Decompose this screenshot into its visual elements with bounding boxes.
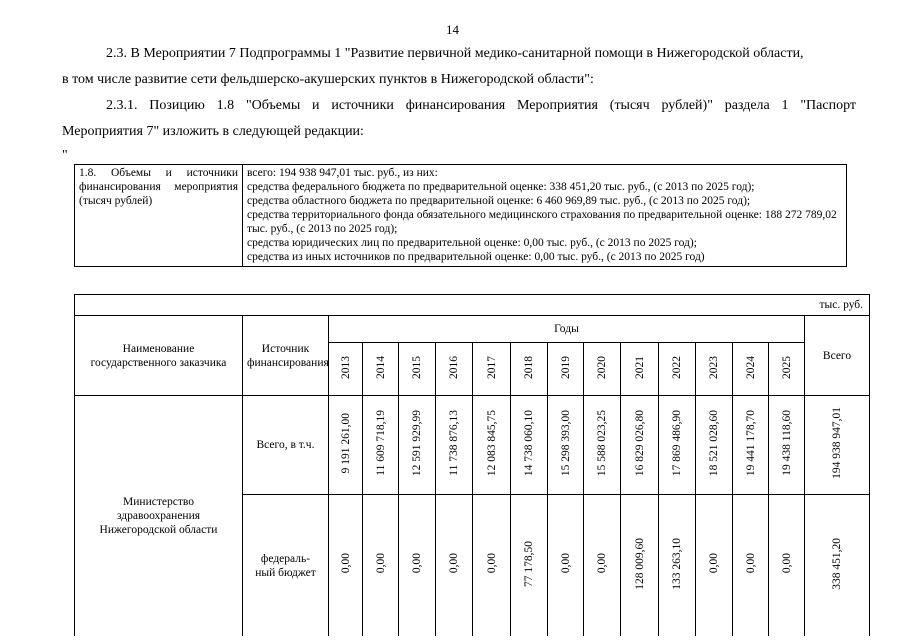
value-cell: 9 191 261,00 [329, 396, 363, 495]
paragraph-2-line-1: 2.3.1. Позицию 1.8 "Объемы и источники финансирования Мероприятия (тысяч рублей)" раздела 1 "Паспорт [106, 98, 856, 113]
passport-line: средства федерального бюджета по предварительной оценке: 338 451,20 тыс. руб., (с 2013 по 2025 год); [247, 181, 755, 193]
value-cell: 11 609 718,19 [363, 396, 399, 495]
year-header: 2017 [473, 343, 511, 396]
year-header: 2021 [621, 343, 659, 396]
total-cell: 338 451,20 [805, 495, 870, 637]
year-header: 2016 [436, 343, 473, 396]
unit-row [75, 295, 870, 316]
value-cell: 0,00 [733, 495, 769, 637]
value-cell: 0,00 [436, 495, 473, 637]
value-cell: 0,00 [769, 495, 805, 637]
passport-line: средства областного бюджета по предварительной оценке: 6 460 969,89 тыс. руб., (с 2013 по 2025 год); [247, 195, 751, 207]
value-cell: 0,00 [399, 495, 436, 637]
value-cell: 133 263,10 [659, 495, 696, 637]
year-header: 2025 [769, 343, 805, 396]
value-cell: 77 178,50 [511, 495, 548, 637]
table-row [75, 396, 870, 495]
year-header: 2024 [733, 343, 769, 396]
value-cell: 12 591 929,99 [399, 396, 436, 495]
passport-line: средства из иных источников по предварительной оценке: 0,00 тыс. руб., (с 2013 по 2025 год) [247, 251, 705, 263]
paragraph-1-line-1: 2.3. В Мероприятии 7 Подпрограммы 1 "Развитие первичной медико-санитарной помощи в Нижегородской области, [106, 46, 804, 61]
value-cell: 128 009,60 [621, 495, 659, 637]
passport-line: средства юридических лиц по предварительной оценке: 0,00 тыс. руб., (с 2013 по 2025 год); [247, 237, 697, 249]
value-cell: 19 438 118,60 [769, 396, 805, 495]
year-header: 2015 [399, 343, 436, 396]
passport-row [75, 165, 847, 267]
value-cell: 19 441 178,70 [733, 396, 769, 495]
passport-label: 1.8. Объемы и источники финансирования мероприятия (тысяч рублей) [75, 165, 243, 267]
value-cell: 17 869 486,90 [659, 396, 696, 495]
col-total-header: Всего [805, 316, 870, 396]
year-header: 2014 [363, 343, 399, 396]
year-header: 2013 [329, 343, 363, 396]
value-cell: 15 298 393,00 [548, 396, 584, 495]
unit-label: тыс. руб. [75, 295, 870, 316]
value-cell: 0,00 [329, 495, 363, 637]
passport-table [74, 164, 847, 267]
source-label: федераль-ный бюджет [243, 495, 329, 637]
value-cell: 0,00 [363, 495, 399, 637]
opening-quote: " [62, 148, 68, 163]
year-header: 2018 [511, 343, 548, 396]
finance-table [74, 294, 870, 636]
col-customer-header: Наименование государственного заказчика [75, 316, 243, 396]
source-label: Всего, в т.ч. [243, 396, 329, 495]
value-cell: 18 521 028,60 [696, 396, 733, 495]
customer-name: Министерство здравоохранения Нижегородской области [75, 396, 243, 637]
value-cell: 16 829 026,80 [621, 396, 659, 495]
year-header: 2019 [548, 343, 584, 396]
total-cell: 194 938 947,01 [805, 396, 870, 495]
value-cell: 0,00 [473, 495, 511, 637]
value-cell: 0,00 [696, 495, 733, 637]
passport-line: всего: 194 938 947,01 тыс. руб., из них: [247, 167, 438, 179]
col-source-header: Источник финансирования [243, 316, 329, 396]
passport-content [243, 165, 847, 267]
header-row [75, 316, 870, 343]
page-number: 14 [446, 22, 459, 37]
value-cell: 12 083 845,75 [473, 396, 511, 495]
paragraph-2-line-2: Мероприятия 7" изложить в следующей редакции: [62, 124, 364, 139]
passport-line: средства территориального фонда обязательного медицинского страхования по предварительной оценке: 188 272 789,02 тыс. руб., (с 2013 по 2025 год); [247, 209, 837, 235]
year-header: 2022 [659, 343, 696, 396]
value-cell: 15 588 023,25 [584, 396, 621, 495]
value-cell: 11 738 876,13 [436, 396, 473, 495]
col-years-header: Годы [329, 316, 805, 343]
value-cell: 0,00 [584, 495, 621, 637]
paragraph-1-line-2: в том числе развитие сети фельдшерско-акушерских пунктов в Нижегородской области": [62, 72, 594, 87]
value-cell: 14 738 060,10 [511, 396, 548, 495]
year-header: 2020 [584, 343, 621, 396]
year-header: 2023 [696, 343, 733, 396]
value-cell: 0,00 [548, 495, 584, 637]
